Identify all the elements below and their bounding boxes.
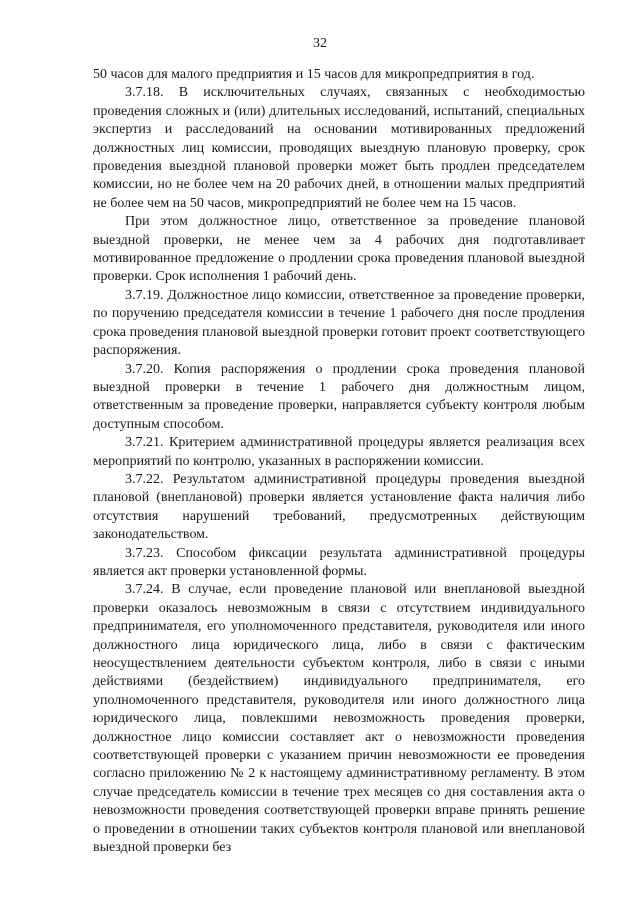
paragraph-3-7-22: 3.7.22. Результатом административной процедуры проведения выездной плановой (внеплановой) проверки является установление факта наличия либо отсутствия нарушений требований, предусмотренных действующим законодательством. (93, 471, 585, 543)
paragraph-3-7-19: 3.7.19. Должностное лицо комиссии, ответственное за проведение проверки, по поручению председателя комиссии в течение 1 рабочего дня после продления срока проведения плановой выездной проверки готовит проект соответствующего распоряжения. (93, 287, 585, 359)
paragraph-3-7-18: 3.7.18. В исключительных случаях, связанных с необходимостью проведения сложных и (или) длительных исследований, испытаний, специальных экспертиз и расследований на основании мотивированных предложений должностных лиц комиссии, проводящих выездную плановую проверку, срок проведения выездной плановой проверки может быть продлен председателем комиссии, но не более чем на 20 рабочих дней, в отношении малых предприятий не более чем на 50 часов, микропредприятий не более чем на 15 часов. (93, 85, 585, 211)
paragraph-extension-proposal: При этом должностное лицо, ответственное за проведение плановой выездной проверки, не менее чем за 4 рабочих дня подготавливает мотивированное предложение о продлении срока проведения плановой выездной проверки. Срок исполнения 1 рабочий день. (93, 214, 585, 285)
body-text (93, 66, 585, 857)
paragraph-3-7-21: 3.7.21. Критерием административной процедуры является реализация всех мероприятий по контролю, указанных в распоряжении комиссии. (93, 435, 585, 469)
paragraph-3-7-23: 3.7.23. Способом фиксации результата административной процедуры является акт проверки установленной формы. (93, 545, 585, 579)
paragraph-3-7-24: 3.7.24. В случае, если проведение плановой или внеплановой выездной проверки оказалось невозможным в связи с отсутствием индивидуального предпринимателя, его уполномоченного представителя, руководителя или иного должностного лица юридического лица, либо в связи с фактическим неосуществлением деятельности субъектом контроля, либо в связи с иными действиями (бездействием) индивидуального предпринимателя, его уполномоченного представителя, руководителя или иного должностного лица юридического лица, повлекшими невозможность проведения проверки, должностное лицо комиссии составляет акт о невозможности проведения соответствующей проверки с указанием причин невозможности ее проведения согласно приложению № 2 к настоящему административному регламенту. В этом случае председатель комиссии в течение трех месяцев со дня составления акта о невозможности проведения соответствующей проверки вправе принять решение о проведении в отношении таких субъектов контроля плановой или внеплановой выездной проверки без (93, 582, 585, 856)
paragraph-3-7-20: 3.7.20. Копия распоряжения о продлении срока проведения плановой выездной проверки в течение 1 рабочего дня должностным лицом, ответственным за проведение проверки, направляется субъекту контроля любым доступным способом. (93, 361, 585, 432)
paragraph-continuation: 50 часов для малого предприятия и 15 часов для микропредприятия в год. (93, 67, 535, 82)
page-number: 32 (313, 36, 327, 51)
